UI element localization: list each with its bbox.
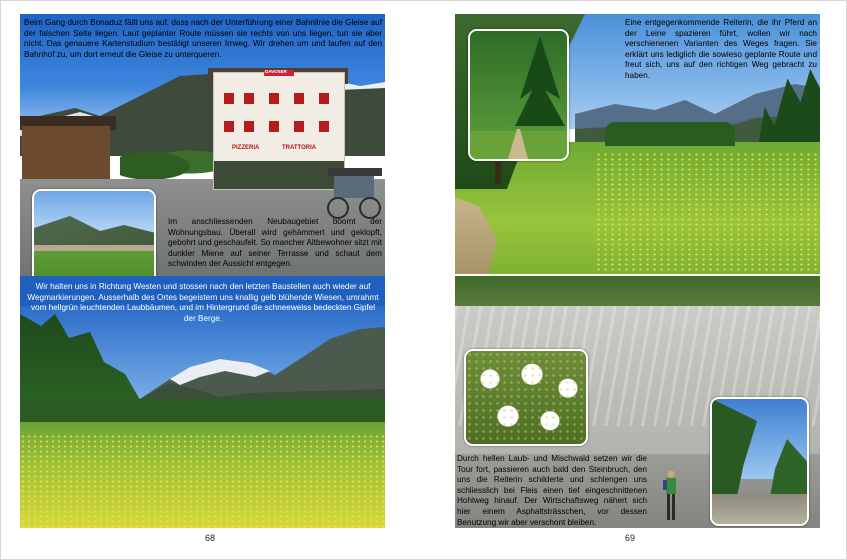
window [319,93,329,104]
window [224,121,234,132]
inset-photo-village [32,189,156,286]
paragraph-mischwald: Durch hellen Laub- und Mischwald setzen wir die Tour fort, passieren auch bald den Steinbruch, den uns die Reiterin schilderte und schlengen uns schliesslich bei Fleis einen tief eingeschnittenen Hohlweg hinauf. Der Wirtschaftsweg nähert sich hier einem Asphaltsträsschen, vor dessen Benutzung wir aber verschont bleiben. [457,454,647,527]
paragraph-neubaugebiet: Im anschliessenden Neubaugebiet boomt der Wohnungsbau. Überall wird gehämmert und geklopft, gebohrt und geschaufelt. So mancher Altbewohner sitzt mit dunkler Miene auf seiner Terrasse und schaut dem schwinden der Aussicht entgegen. [168,217,382,269]
trattoria-sign: TRATTORIA [282,145,317,151]
page-number-left: 68 [204,533,215,543]
paragraph-reiterin: Eine entgegenkommende Reiterin, die ihr Pferd an der Leine spazieren führt, wollen wir nach verschienenen Varianten des Weges fragen. Sie erklärt uns lediglich die sowieso geplante Route und freut sich, uns auf den richtigen Weg gebracht zu haben. [625,18,817,80]
inset-road [712,494,807,524]
window [269,121,279,132]
pizzeria-sign: PIZZERIA [232,145,260,151]
page-number-right: 69 [624,533,635,543]
hotel-name-text: DAVOSER [265,69,287,74]
inset-photo-forest-road [710,397,809,526]
forest-band [20,399,385,424]
blossom-centers [466,351,586,444]
window [224,93,234,104]
window [244,93,254,104]
paragraph-intro: Beim Gang durch Bonaduz fällt uns auf, dass nach der Unterführung einer Bahnlinie die Gleise auf der falschen Seite liegen. Laut geplanter Route müssen sie rechts von uns liegen, tun sie aber nicht. Das genauere Kartenstudium bestätigt unseren Irrweg. Wir drehen um und laufen auf den Bahnhof zu, um dort erneut die Gleise zu unterqueren. [24,18,382,59]
page-68 [20,14,385,528]
dandelion-flowers [595,152,820,272]
window [294,93,304,104]
dandelion-flowers [20,434,385,528]
paragraph-westen: Wir halten uns in Richtung Westen und stossen nach den letzten Baustellen auch wieder auf Wegmarkierungen. Ausserhalb des Ortes begeistern uns knallig gelb blühende Wiesen, umrahmt vom hellgrün leuchtenden Laubbäumen, und im Hintergrund die schneeweiss bedeckten Gipfel der Berge. [27,282,379,323]
hotel-rooftop-sign [264,70,294,76]
window [294,121,304,132]
page-69 [455,14,820,528]
inset-photo-white-blossoms [464,349,588,446]
window [319,121,329,132]
chalet-building [22,126,110,182]
quarry-vegetation [455,276,820,306]
inset-photo-forest-path [468,29,569,161]
window [244,121,254,132]
hiker-figure [663,469,679,524]
trees [120,142,220,182]
forest-middle [605,122,735,146]
horse-carriage [320,164,385,224]
window [269,93,279,104]
